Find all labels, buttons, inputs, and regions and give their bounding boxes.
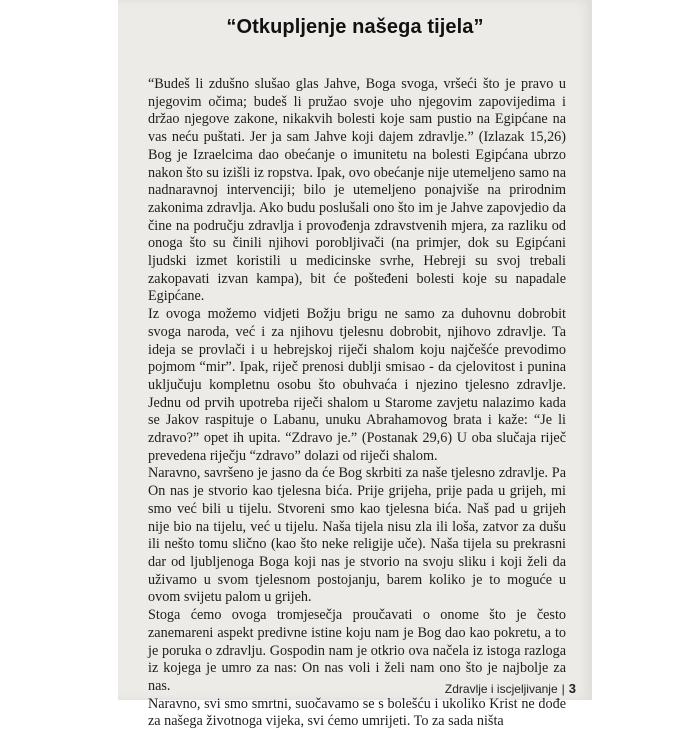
running-title: Zdravlje i iscjeljivanje — [444, 682, 558, 696]
page-title: “Otkupljenje našega tijela” — [226, 16, 484, 38]
paragraph-1: “Budeš li zdušno slušao glas Jahve, Boga svoga, vršeći što je pravo u njegovim očima; budeš li pružao svoje uho njegovim zapovijedima i držao njegove zakone, nikakvih bolesti koje sam pustio na Egipćane na vas neću puštati. Jer ja sam Jahve koji dajem zdravlje.” (Izlazak 15,26) Bog je Izraelcima dao obećanje o imunitetu na bolesti Egipćana ubrzo nakon što su izišli iz ropstva. Ipak, ovo obećanje nije utemeljeno samo na nadnaravnoj intervenciji; bilo je utemeljeno ponajviše na prirodnim zakonima zdravlja. Ako budu poslušali ono što im je Jahve zapovjedio da čine na području zdravlja i provođenja zdravstvenih mjera, za razliku od onoga što su činili njihovi porobljivači (na primjer, dok su Egipćani ljudski izmet koristili u medicinske svrhe, Hebreji su svoj trebali zakopavati izvan kampa), bit će pošteđeni bolesti koje su napadale Egipćane. — [148, 76, 566, 305]
body-text — [148, 76, 566, 731]
paragraph-3: Naravno, savršeno je jasno da će Bog skrbiti za naše tjelesno zdravlje. Pa On nas je stvorio kao tjelesna bića. Prije grijeha, prije pada u grijeh, mi smo već bili u tijelu. Stvoreni smo kao tjelesna bića. Naš pad u grijeh nije bio na tijelu, već u tijelu. Naša tijela nisu zla ili loša, zatvor za dušu ili nešto tomu slično (kao što neke religije uče). Naša tijela su prekrasni dar od ljubljenoga Boga koji nas je stvorio na svoju sliku i koji želi da uživamo u svom tjelesnom postojanju, barem koliko je to moguće u ovom svijetu palom u grijeh. — [148, 465, 566, 606]
paragraph-5: Naravno, svi smo smrtni, suočavamo se s bolešću i ukoliko Krist ne dođe za našega životnoga vijeka, svi ćemo umrijeti. To za sada ništa — [148, 695, 566, 730]
paragraph-4: Stoga ćemo ovoga tromjesečja proučavati o onome što je često zanemareni aspekt predivne istine koju nam je Bog dao kao pokretu, a to je poruka o zdravlju. Gospodin nam je otkrio ova načela iz istoga razloga iz kojega je umro za nas: On nas voli i želi nam ono što je najbolje za nas. — [148, 607, 566, 694]
paragraph-2: Iz ovoga možemo vidjeti Božju brigu ne samo za duhovnu dobrobit svoga naroda, već i za njihovu tjelesnu dobrobit, njihovo zdravlje. Ta ideja se provlači i u hebrejskoj riječi shalom koju najčešće prevodimo pojmom “mir”. Ipak, riječ prenosi dublji smisao - da cjelovitost i punina uključuju kompletnu osobu što obuhvaća i njezino tjelesno zdravlje. Jednu od prvih upotreba riječi shalom u Starome zavjetu nalazimo kada se Jakov raspituje o Labanu, unuku Abrahamovog brata i kaže: “Je li zdravo?” opet ih upita. “Zdravo je.” (Postanak 29,6) U oba slučaja riječ prevedena riječju “zdravo” dolazi od riječi shalom. — [148, 306, 566, 464]
page-number: 3 — [568, 681, 576, 696]
footer-separator: | — [561, 682, 565, 696]
book-page — [118, 0, 592, 730]
page-footer — [445, 681, 576, 696]
